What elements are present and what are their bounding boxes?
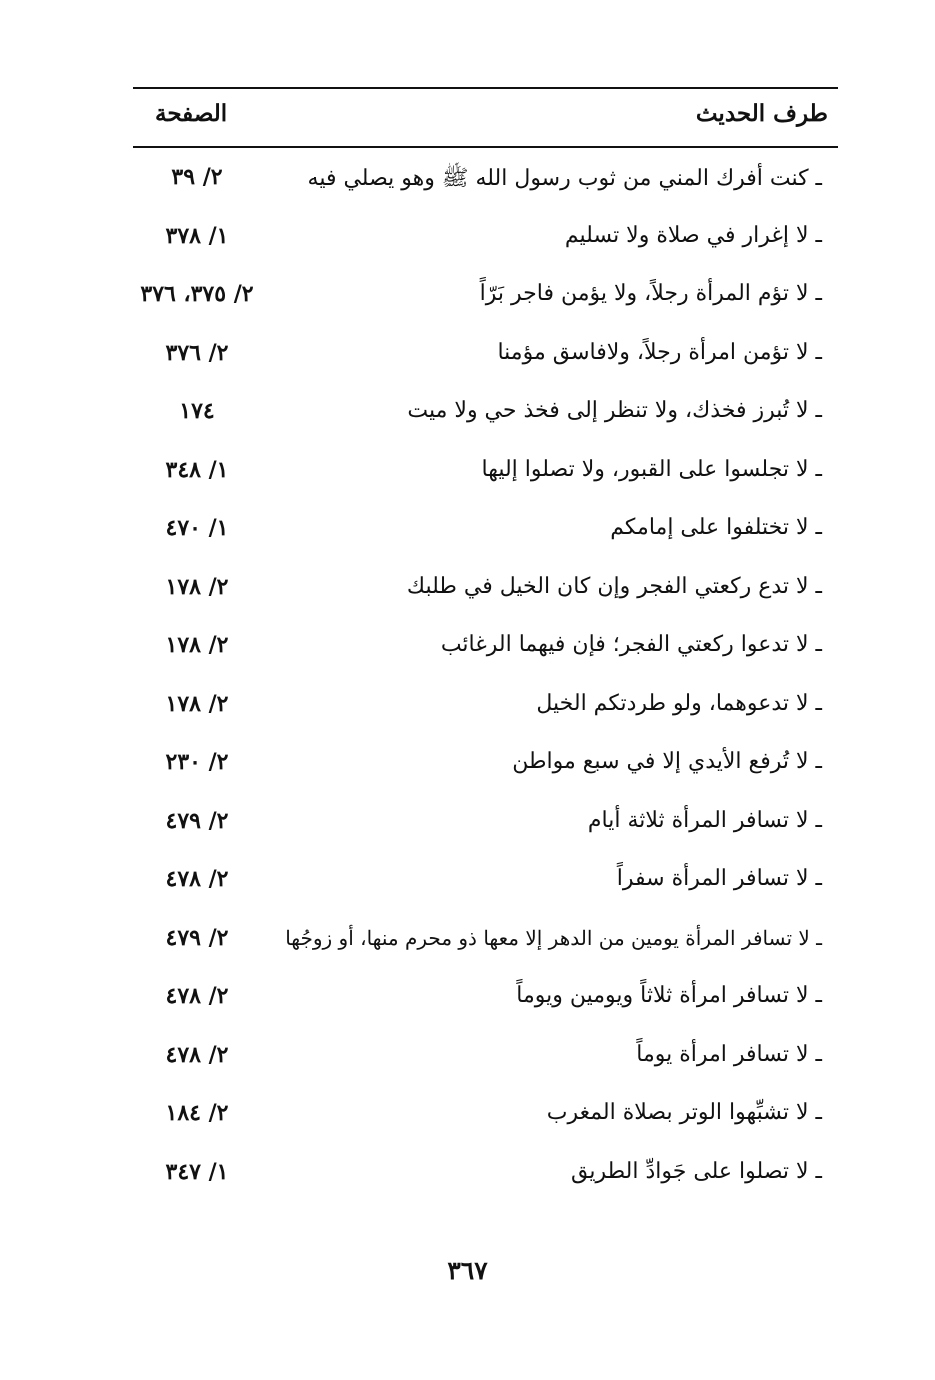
index-row (133, 152, 838, 211)
index-row (133, 503, 838, 562)
index-row (133, 796, 838, 855)
hadith-text: ـ لا تسافر امرأة يوماً (636, 1041, 822, 1067)
page-number: ٣٦٧ (447, 1256, 488, 1285)
hadith-text: ـ لا تسافر المرأة سفراً (616, 866, 822, 891)
page-reference: ١/ ٣٤٧ (165, 1158, 229, 1185)
hadith-text: ـ لا تجلسوا على القبور، ولا تصلوا إليها (481, 456, 822, 482)
top-rule (133, 87, 838, 89)
page-reference: ١/ ٣٧٨ (165, 222, 229, 249)
header-rule (133, 146, 838, 148)
page-reference: ٢/ ١٧٨ (165, 690, 229, 717)
table-header (133, 96, 838, 140)
page-reference: ١/ ٣٤٨ (165, 456, 229, 483)
hadith-text: ـ لا تُرفع الأيدي إلا في سبع مواطن (512, 749, 822, 774)
hadith-text: ـ لا تدعوا ركعتي الفجر؛ فإن فيهما الرغائب (440, 632, 822, 657)
hadith-text: ـ لا تسافر المرأة يومين من الدهر إلا معها ذو محرم منها، أو زوجُها (285, 925, 822, 950)
index-row (133, 1030, 838, 1089)
page-reference: ٢/ ١٨٤ (165, 1100, 229, 1126)
hadith-text: ـ لا تُبرز فخذك، ولا تنظر إلى فخذ حي ولا ميت (407, 398, 822, 423)
page-reference: ٢/ ١٧٨ (165, 632, 229, 658)
page-column-header: الصفحة (155, 100, 228, 127)
page-reference: ٢/ ٤٧٩ (165, 807, 229, 834)
hadith-text: ـ لا تختلفوا على إمامكم (610, 515, 822, 540)
page-reference: ٢/ ٣٩ (171, 164, 223, 190)
page-reference: ١/ ٤٧٠ (165, 515, 229, 541)
index-row (133, 620, 838, 679)
hadith-text: ـ لا إغرار في صلاة ولا تسليم (564, 222, 822, 248)
index-row (133, 737, 838, 796)
index-row (133, 1147, 838, 1206)
index-row (133, 1088, 838, 1147)
hadith-text: ـ لا تؤم المرأة رجلاً، ولا يؤمن فاجر بَرّاً (479, 281, 822, 306)
hadith-text: ـ لا تدع ركعتي الفجر وإن كان الخيل في طلبك (406, 573, 822, 599)
index-row (133, 854, 838, 913)
hadith-text: ـ كنت أفرك المني من ثوب رسول الله ﷺ وهو يصلي فيه (307, 166, 822, 191)
hadith-text: ـ لا تصلوا على جَوادِّ الطريق (570, 1158, 822, 1184)
page-reference: ٢/ ٣٧٦ (165, 339, 229, 366)
page-reference: ٢/ ٤٧٨ (165, 983, 229, 1009)
hadith-text: ـ لا تدعوهما، ولو طردتكم الخيل (536, 690, 822, 716)
index-row (133, 386, 838, 445)
index-row (133, 679, 838, 738)
hadith-index-list (133, 152, 838, 1205)
page-reference: ٢/ ٤٧٩ (165, 924, 229, 951)
page-reference: ٢/ ١٧٨ (165, 573, 229, 600)
hadith-column-header: طرف الحديث (695, 100, 828, 127)
page-reference: ٢/ ٤٧٨ (165, 866, 229, 892)
page-reference: ١٧٤ (179, 398, 215, 424)
page-reference: ٢/ ٢٣٠ (165, 749, 229, 775)
index-row (133, 328, 838, 387)
hadith-text: ـ لا تسافر المرأة ثلاثة أيام (587, 807, 822, 833)
hadith-text: ـ لا تسافر امرأة ثلاثاً ويومين ويوماً (516, 983, 822, 1008)
index-row (133, 562, 838, 621)
hadith-text: ـ لا تشبِّهوا الوتر بصلاة المغرب (546, 1100, 822, 1125)
index-row (133, 269, 838, 328)
hadith-text: ـ لا تؤمن امرأة رجلاً، ولافاسق مؤمنا (497, 339, 822, 365)
index-row (133, 913, 838, 972)
page-reference: ٢/ ٣٧٥، ٣٧٦ (140, 281, 254, 307)
index-row (133, 211, 838, 270)
page-reference: ٢/ ٤٧٨ (165, 1041, 229, 1068)
index-row (133, 445, 838, 504)
index-row (133, 971, 838, 1030)
